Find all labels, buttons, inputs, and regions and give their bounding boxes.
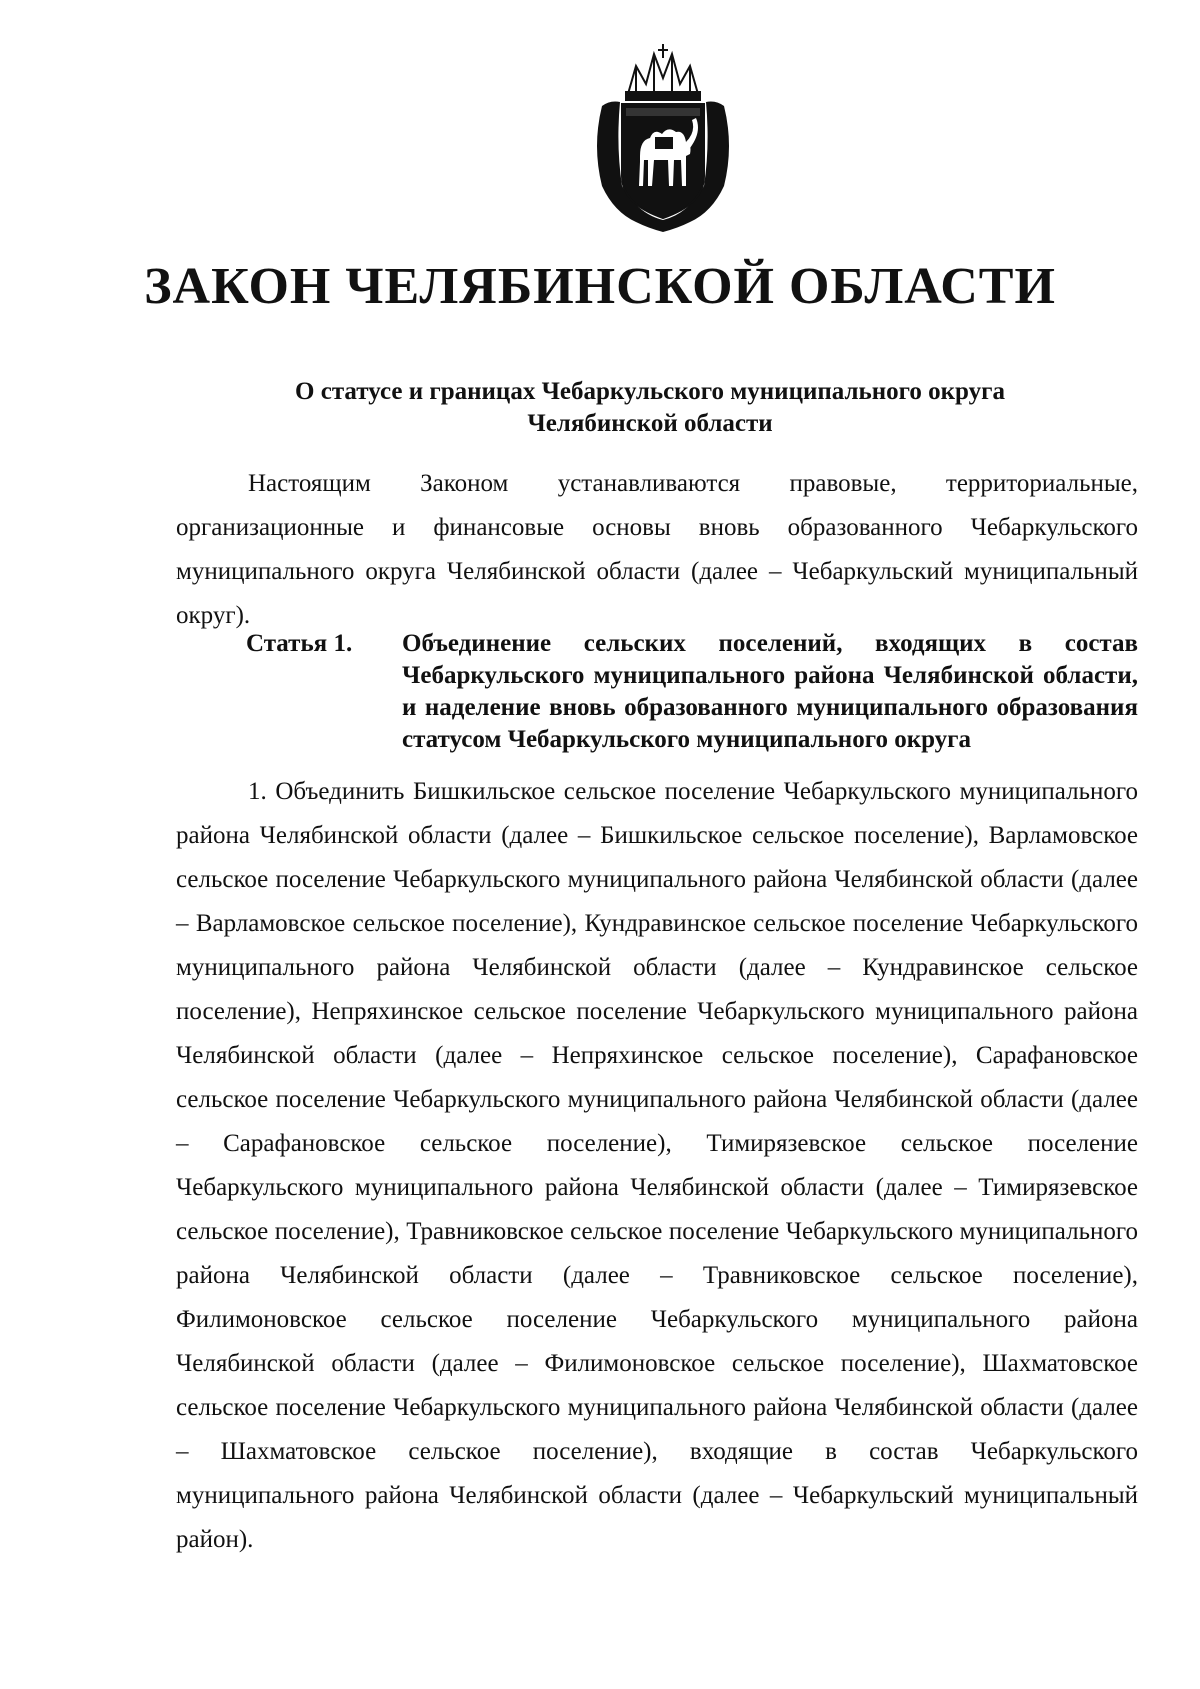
law-subtitle-line-2: Челябинской области — [527, 410, 773, 437]
article-title: Объединение сельских поселений, входящих в состав Чебаркульского муниципального района Челябинской области, и наделение вновь образованного муниципального образования статусом Чебаркульского муниципального округа — [402, 630, 1138, 753]
law-title: ЗАКОН ЧЕЛЯБИНСКОЙ ОБЛАСТИ — [144, 258, 1056, 315]
law-subtitle — [160, 376, 1140, 440]
preamble-paragraph: Настоящим Законом устанавливаются правовые, территориальные, организационные и финансовые основы вновь образованного Чебаркульского муниципального округа Челябинской области (далее – Чебаркульский муниципальный округ). — [176, 470, 1138, 629]
law-subtitle-line-1: О статусе и границах Чебаркульского муниципального округа — [295, 378, 1005, 405]
article-number: Статья 1. — [246, 630, 353, 657]
article-heading — [246, 628, 1138, 756]
coat-of-arms-icon — [588, 36, 738, 236]
article-paragraph-1: 1. Объединить Бишкильское сельское поселение Чебаркульского муниципального района Челябинской области (далее – Бишкильское сельское поселение), Варламовское сельское поселение Чебаркульского муниципального района Челябинской области (далее – Варламовское сельское поселение), Кундравинское сельское поселение Чебаркульского муниципального района Челябинской области (далее – Кундравинское сельское поселение), Непряхинское сельское поселение Чебаркульского муниципального района Челябинской области (далее – Непряхинское сельское поселение), Сарафановское сельское поселение Чебаркульского муниципального района Челябинской области (далее – Сарафановское сельское поселение), Тимирязевское сельское поселение Чебаркульского муниципального района Челябинской области (далее – Тимирязевское сельское поселение), Травниковское сельское поселение Чебаркульского муниципального района Челябинской области (далее – Травниковское сельское поселение), Филимоновское сельское поселение Чебаркульского муниципального района Челябинской области (далее – Филимоновское сельское поселение), Шахматовское сельское поселение Чебаркульского муниципального района Челябинской области (далее – Шахматовское сельское поселение), входящие в состав Чебаркульского муниципального района Челябинской области (далее – Чебаркульский муниципальный район). — [176, 778, 1138, 1553]
